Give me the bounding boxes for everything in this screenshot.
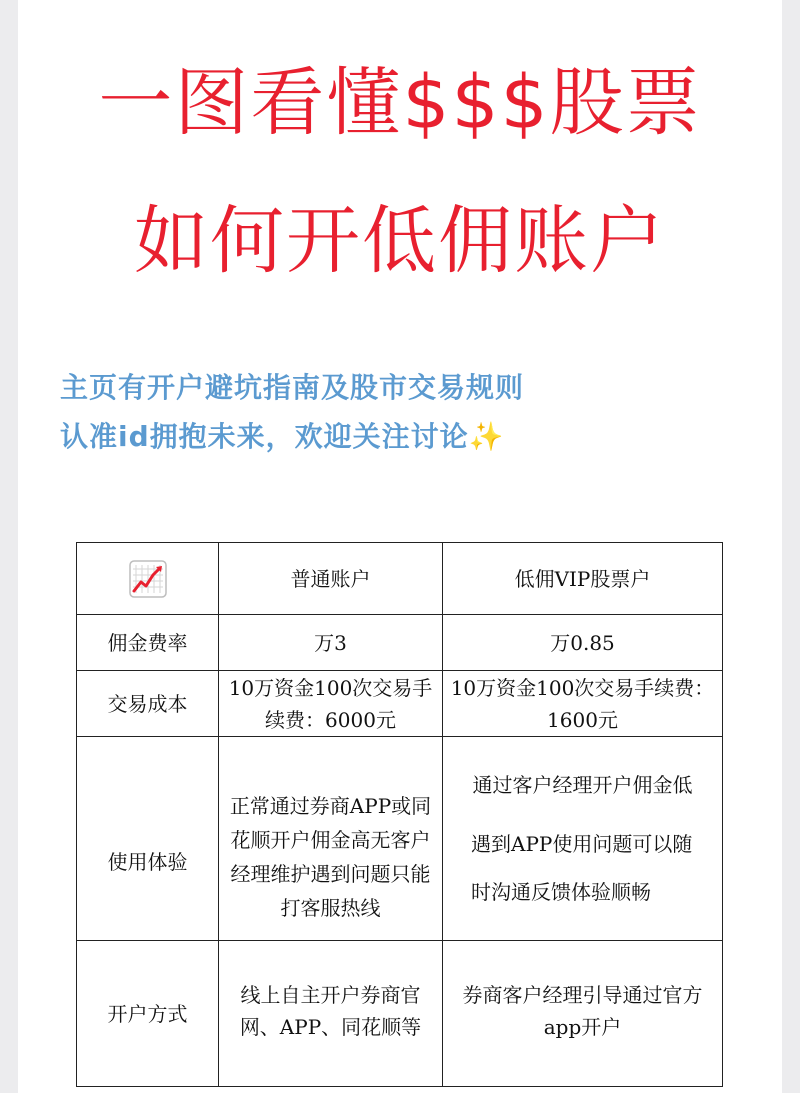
header-vip-account: 低佣VIP股票户 (443, 543, 723, 615)
cost-vip: 10万资金100次交易手续费：1600元 (443, 671, 723, 737)
table-row (77, 737, 723, 941)
table-row (77, 615, 723, 671)
commission-normal: 万3 (219, 615, 443, 671)
cost-normal: 10万资金100次交易手续费：6000元 (219, 671, 443, 737)
experience-vip (443, 737, 723, 941)
experience-vip-line-1: 通过客户经理开户佣金低 (472, 772, 693, 797)
intro-line-2 (60, 417, 505, 457)
table-row (77, 671, 723, 737)
intro-line-1-text: 主页有开户避坑指南及股市交易规则 (60, 371, 525, 404)
opening-vip: 券商客户经理引导通过官方app开户 (443, 941, 723, 1087)
commission-vip: 万0.85 (443, 615, 723, 671)
row-label-commission: 佣金费率 (77, 615, 219, 671)
chart-increasing-icon (129, 560, 167, 598)
sparkles-icon: ✨ (468, 420, 505, 453)
header-normal-account: 普通账户 (219, 543, 443, 615)
comparison-table (76, 542, 723, 1087)
headline-line-2: 如何开低佣账户 (134, 198, 666, 284)
row-label-opening: 开户方式 (77, 941, 219, 1087)
intro-line-2-text: 认准id拥抱未来，欢迎关注讨论 (60, 420, 469, 453)
table-header-row (77, 543, 723, 615)
experience-vip-line-2: 遇到APP使用问题可以随时沟通反馈体验顺畅 (471, 831, 693, 904)
row-label-experience: 使用体验 (77, 737, 219, 941)
intro-line-1 (60, 368, 524, 408)
row-label-cost: 交易成本 (77, 671, 219, 737)
headline-line-1: 一图看懂$$$股票 (98, 60, 702, 146)
opening-normal: 线上自主开户券商官网、APP、同花顺等 (219, 941, 443, 1087)
experience-normal: 正常通过券商APP或同花顺开户佣金高无客户经理维护遇到问题只能打客服热线 (219, 737, 443, 941)
table-corner-cell (77, 543, 219, 615)
table-row (77, 941, 723, 1087)
